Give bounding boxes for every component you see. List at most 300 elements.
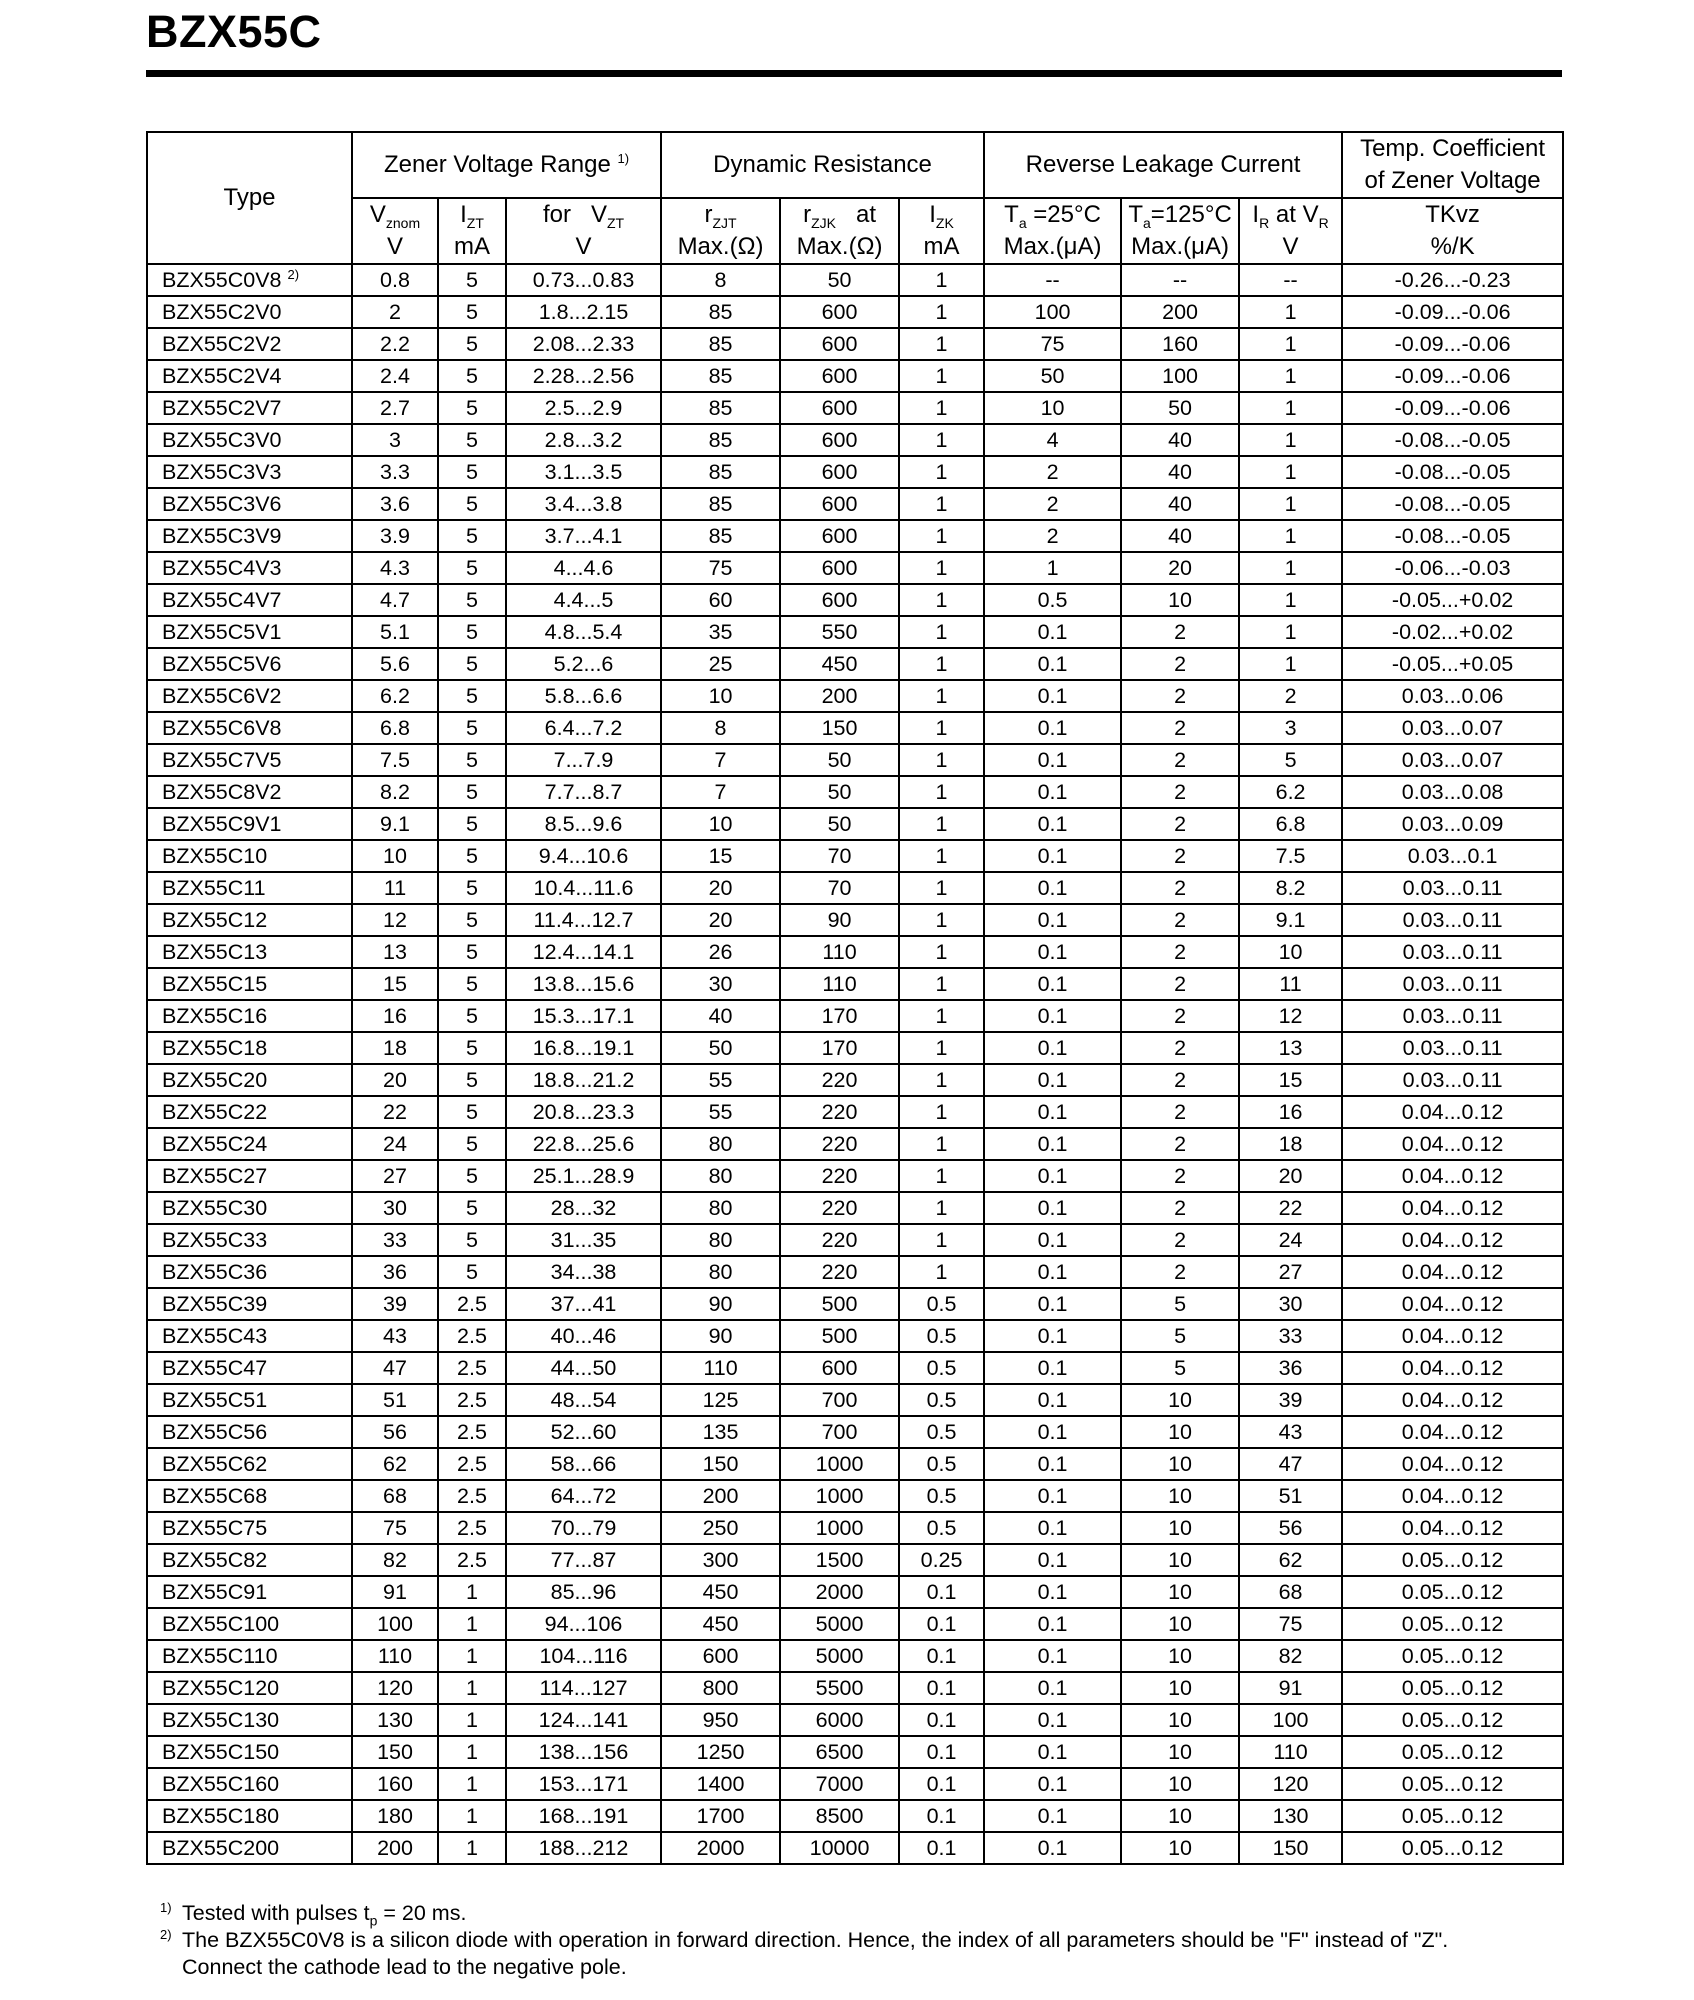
ir-25c-cell: 2 <box>984 520 1121 552</box>
vr-cell: 130 <box>1239 1800 1342 1832</box>
type-cell: BZX55C30 <box>147 1192 352 1224</box>
izk-cell: 1 <box>899 1064 984 1096</box>
ir-125c-cell: 2 <box>1121 712 1239 744</box>
ir-25c-cell: 0.1 <box>984 1352 1121 1384</box>
vzt-unit: V <box>506 231 661 264</box>
ir-125c-cell: 10 <box>1121 1512 1239 1544</box>
rzjt-cell: 300 <box>661 1544 780 1576</box>
rzjk-cell: 6500 <box>780 1736 899 1768</box>
izk-cell: 1 <box>899 488 984 520</box>
izt-cell: 5 <box>438 296 506 328</box>
table-row <box>147 1000 1563 1032</box>
rzjk-cell: 8500 <box>780 1800 899 1832</box>
ir-25c-cell: 0.1 <box>984 680 1121 712</box>
ir-25c-cell: 0.1 <box>984 1160 1121 1192</box>
izt-cell: 5 <box>438 616 506 648</box>
rzjk-cell: 220 <box>780 1224 899 1256</box>
rzjt-cell: 7 <box>661 744 780 776</box>
tkvz-cell: 0.05...0.12 <box>1342 1704 1563 1736</box>
izk-cell: 1 <box>899 456 984 488</box>
ir-25c-cell: 0.1 <box>984 1448 1121 1480</box>
type-cell: BZX55C39 <box>147 1288 352 1320</box>
vznom-cell: 3.6 <box>352 488 438 520</box>
type-cell: BZX55C3V0 <box>147 424 352 456</box>
vznom-header: $V_{znom}$ <box>352 198 438 231</box>
rzjt-cell: 55 <box>661 1096 780 1128</box>
ir-25c-cell: 10 <box>984 392 1121 424</box>
vr-cell: 3 <box>1239 712 1342 744</box>
izk-cell: 0.1 <box>899 1640 984 1672</box>
vzt-range-cell: 104...116 <box>506 1640 661 1672</box>
vr-cell: 1 <box>1239 648 1342 680</box>
ir-125c-cell: 2 <box>1121 1224 1239 1256</box>
rzjt-cell: 7 <box>661 776 780 808</box>
izt-cell: 2.5 <box>438 1320 506 1352</box>
izk-cell: 1 <box>899 584 984 616</box>
vzt-range-cell: 52...60 <box>506 1416 661 1448</box>
rzjk-cell: 2000 <box>780 1576 899 1608</box>
izk-cell: 0.1 <box>899 1608 984 1640</box>
vzt-range-cell: 7.7...8.7 <box>506 776 661 808</box>
tkvz-cell: 0.04...0.12 <box>1342 1256 1563 1288</box>
ir-25c-cell: 0.1 <box>984 808 1121 840</box>
rzjk-cell: 5000 <box>780 1608 899 1640</box>
vzt-range-cell: 138...156 <box>506 1736 661 1768</box>
izk-cell: 1 <box>899 392 984 424</box>
table-row <box>147 1512 1563 1544</box>
vr-cell: 24 <box>1239 1224 1342 1256</box>
vr-cell: 6.8 <box>1239 808 1342 840</box>
type-cell: BZX55C15 <box>147 968 352 1000</box>
rzjt-cell: 800 <box>661 1672 780 1704</box>
footnote-ref-2: 2) <box>287 266 300 282</box>
izt-cell: 1 <box>438 1672 506 1704</box>
izk-cell: 0.5 <box>899 1480 984 1512</box>
vzt-range-cell: 114...127 <box>506 1672 661 1704</box>
tkvz-cell: 0.03...0.09 <box>1342 808 1563 840</box>
izt-cell: 1 <box>438 1608 506 1640</box>
rzjk-cell: 550 <box>780 616 899 648</box>
izk-cell: 1 <box>899 328 984 360</box>
izt-cell: 5 <box>438 328 506 360</box>
document-title: BZX55C <box>146 6 322 57</box>
ir-125c-cell: 40 <box>1121 424 1239 456</box>
rzjt-cell: 26 <box>661 936 780 968</box>
vr-cell: 12 <box>1239 1000 1342 1032</box>
tkvz-cell: 0.05...0.12 <box>1342 1640 1563 1672</box>
type-cell: BZX55C82 <box>147 1544 352 1576</box>
rzjt-cell: 125 <box>661 1384 780 1416</box>
vr-cell: 2 <box>1239 680 1342 712</box>
vznom-cell: 3.3 <box>352 456 438 488</box>
tkvz-cell: -0.08...-0.05 <box>1342 520 1563 552</box>
izt-cell: 5 <box>438 840 506 872</box>
izk-header: $I_{ZK}$ <box>899 198 984 231</box>
table-row <box>147 744 1563 776</box>
title-rule <box>146 70 1562 77</box>
izt-cell: 5 <box>438 424 506 456</box>
vzt-range-cell: 34...38 <box>506 1256 661 1288</box>
vr-cell: 9.1 <box>1239 904 1342 936</box>
tkvz-cell: 0.04...0.12 <box>1342 1352 1563 1384</box>
rzjk-cell: 600 <box>780 424 899 456</box>
vr-cell: 11 <box>1239 968 1342 1000</box>
izk-cell: 1 <box>899 872 984 904</box>
ta25-unit: Max.(μA) <box>984 231 1121 264</box>
rzjk-cell: 1000 <box>780 1512 899 1544</box>
table-row <box>147 1064 1563 1096</box>
ir-25c-cell: -- <box>984 264 1121 296</box>
izk-cell: 1 <box>899 904 984 936</box>
vzt-range-cell: 3.7...4.1 <box>506 520 661 552</box>
rzjt-cell: 85 <box>661 328 780 360</box>
vznom-cell: 56 <box>352 1416 438 1448</box>
izt-cell: 5 <box>438 1128 506 1160</box>
izt-cell: 5 <box>438 1000 506 1032</box>
vznom-cell: 150 <box>352 1736 438 1768</box>
izt-cell: 1 <box>438 1576 506 1608</box>
rzjk-cell: 90 <box>780 904 899 936</box>
ir-125c-cell: 10 <box>1121 1416 1239 1448</box>
rzjt-cell: 85 <box>661 296 780 328</box>
rzjk-cell: 50 <box>780 776 899 808</box>
vr-cell: 22 <box>1239 1192 1342 1224</box>
ir-125c-cell: 10 <box>1121 1544 1239 1576</box>
ir-125c-cell: 10 <box>1121 584 1239 616</box>
ir-25c-cell: 0.1 <box>984 1032 1121 1064</box>
rzjt-cell: 50 <box>661 1032 780 1064</box>
tkvz-cell: 0.05...0.12 <box>1342 1736 1563 1768</box>
vzt-range-cell: 64...72 <box>506 1480 661 1512</box>
tkvz-cell: 0.05...0.12 <box>1342 1800 1563 1832</box>
tkvz-cell: 0.04...0.12 <box>1342 1192 1563 1224</box>
rzjt-cell: 600 <box>661 1640 780 1672</box>
izk-cell: 1 <box>899 1160 984 1192</box>
table-row <box>147 1352 1563 1384</box>
vr-cell: 150 <box>1239 1832 1342 1864</box>
tkvz-cell: 0.03...0.11 <box>1342 1032 1563 1064</box>
ir-25c-cell: 0.1 <box>984 1064 1121 1096</box>
ir-125c-cell: 2 <box>1121 1160 1239 1192</box>
vznom-cell: 100 <box>352 1608 438 1640</box>
rzjk-cell: 220 <box>780 1096 899 1128</box>
rzjt-cell: 80 <box>661 1192 780 1224</box>
rzjk-cell: 110 <box>780 936 899 968</box>
izt-cell: 5 <box>438 456 506 488</box>
izt-cell: 1 <box>438 1640 506 1672</box>
rzjk-cell: 500 <box>780 1320 899 1352</box>
dynamic-resistance-header: Dynamic Resistance <box>661 132 984 198</box>
vznom-cell: 2.2 <box>352 328 438 360</box>
ir-25c-cell: 0.1 <box>984 1256 1121 1288</box>
type-cell: BZX55C7V5 <box>147 744 352 776</box>
table-row <box>147 1480 1563 1512</box>
vznom-cell: 6.2 <box>352 680 438 712</box>
ir-25c-cell: 0.1 <box>984 1320 1121 1352</box>
ir-vr-header: $I_R$ at $V_R$ <box>1239 198 1342 231</box>
ir-25c-cell: 0.5 <box>984 584 1121 616</box>
rzjt-cell: 35 <box>661 616 780 648</box>
zener-voltage-range-header: Zener Voltage Range $^{1)}$ <box>352 132 661 198</box>
izt-cell: 5 <box>438 488 506 520</box>
table-row <box>147 1192 1563 1224</box>
vr-cell: 33 <box>1239 1320 1342 1352</box>
rzjk-cell: 6000 <box>780 1704 899 1736</box>
ir-25c-cell: 0.1 <box>984 936 1121 968</box>
vznom-cell: 2 <box>352 296 438 328</box>
vr-cell: 10 <box>1239 936 1342 968</box>
tkvz-cell: 0.05...0.12 <box>1342 1576 1563 1608</box>
rzjt-cell: 8 <box>661 712 780 744</box>
vzt-range-cell: 124...141 <box>506 1704 661 1736</box>
tkvz-header: TKvz <box>1342 198 1563 231</box>
rzjk-cell: 600 <box>780 552 899 584</box>
vznom-cell: 0.8 <box>352 264 438 296</box>
type-cell: BZX55C3V3 <box>147 456 352 488</box>
tkvz-cell: 0.05...0.12 <box>1342 1672 1563 1704</box>
type-cell: BZX55C6V8 <box>147 712 352 744</box>
ir-125c-cell: 40 <box>1121 456 1239 488</box>
izt-cell: 5 <box>438 520 506 552</box>
ir-125c-cell: 5 <box>1121 1288 1239 1320</box>
table-row <box>147 1096 1563 1128</box>
ir-25c-cell: 0.1 <box>984 1672 1121 1704</box>
rzjk-cell: 600 <box>780 520 899 552</box>
type-cell: BZX55C18 <box>147 1032 352 1064</box>
vr-cell: 36 <box>1239 1352 1342 1384</box>
type-cell: BZX55C33 <box>147 1224 352 1256</box>
type-cell: BZX55C0V8 $^{2)}$ <box>147 264 352 296</box>
vzt-range-cell: 7...7.9 <box>506 744 661 776</box>
vr-cell: -- <box>1239 264 1342 296</box>
izt-cell: 5 <box>438 1192 506 1224</box>
vzt-range-cell: 5.8...6.6 <box>506 680 661 712</box>
vzt-range-cell: 20.8...23.3 <box>506 1096 661 1128</box>
rzjk-cell: 1500 <box>780 1544 899 1576</box>
table-row <box>147 1704 1563 1736</box>
rzjk-cell: 220 <box>780 1064 899 1096</box>
izt-cell: 5 <box>438 936 506 968</box>
izt-cell: 5 <box>438 648 506 680</box>
vzt-range-cell: 85...96 <box>506 1576 661 1608</box>
type-cell: BZX55C120 <box>147 1672 352 1704</box>
vr-cell: 82 <box>1239 1640 1342 1672</box>
izk-cell: 0.5 <box>899 1416 984 1448</box>
rzjt-cell: 80 <box>661 1224 780 1256</box>
izt-cell: 5 <box>438 1160 506 1192</box>
izt-cell: 5 <box>438 1224 506 1256</box>
table-row <box>147 1384 1563 1416</box>
table-row <box>147 840 1563 872</box>
tkvz-cell: 0.03...0.06 <box>1342 680 1563 712</box>
table-row <box>147 904 1563 936</box>
ir-125c-cell: 10 <box>1121 1832 1239 1864</box>
vznom-cell: 30 <box>352 1192 438 1224</box>
tkvz-cell: 0.03...0.11 <box>1342 936 1563 968</box>
izt-cell: 5 <box>438 360 506 392</box>
ir-25c-cell: 0.1 <box>984 1544 1121 1576</box>
ir-25c-cell: 50 <box>984 360 1121 392</box>
ir-25c-cell: 0.1 <box>984 1288 1121 1320</box>
izt-cell: 2.5 <box>438 1384 506 1416</box>
vzt-range-cell: 9.4...10.6 <box>506 840 661 872</box>
vr-cell: 20 <box>1239 1160 1342 1192</box>
ir-25c-cell: 0.1 <box>984 648 1121 680</box>
vzt-range-cell: 4...4.6 <box>506 552 661 584</box>
type-cell: BZX55C12 <box>147 904 352 936</box>
rzjt-cell: 1700 <box>661 1800 780 1832</box>
ir-125c-cell: 2 <box>1121 648 1239 680</box>
vznom-cell: 4.3 <box>352 552 438 584</box>
vzt-range-cell: 188...212 <box>506 1832 661 1864</box>
type-cell: BZX55C62 <box>147 1448 352 1480</box>
izk-cell: 1 <box>899 1128 984 1160</box>
rzjk-cell: 600 <box>780 296 899 328</box>
vr-cell: 1 <box>1239 424 1342 456</box>
type-cell: BZX55C4V7 <box>147 584 352 616</box>
vzt-range-cell: 37...41 <box>506 1288 661 1320</box>
rzjt-cell: 85 <box>661 392 780 424</box>
izt-cell: 2.5 <box>438 1480 506 1512</box>
izk-cell: 1 <box>899 744 984 776</box>
rzjk-cell: 220 <box>780 1128 899 1160</box>
rzjt-cell: 20 <box>661 904 780 936</box>
ir-25c-cell: 0.1 <box>984 1608 1121 1640</box>
izt-cell: 1 <box>438 1800 506 1832</box>
vzt-range-cell: 44...50 <box>506 1352 661 1384</box>
izt-cell: 5 <box>438 744 506 776</box>
tkvz-cell: 0.03...0.11 <box>1342 872 1563 904</box>
vznom-cell: 27 <box>352 1160 438 1192</box>
rzjk-cell: 50 <box>780 808 899 840</box>
vr-cell: 1 <box>1239 360 1342 392</box>
type-cell: BZX55C43 <box>147 1320 352 1352</box>
vr-cell: 1 <box>1239 520 1342 552</box>
type-cell: BZX55C24 <box>147 1128 352 1160</box>
type-cell: BZX55C2V2 <box>147 328 352 360</box>
rzjk-cell: 7000 <box>780 1768 899 1800</box>
table-row <box>147 584 1563 616</box>
izt-cell: 1 <box>438 1736 506 1768</box>
rzjt-cell: 110 <box>661 1352 780 1384</box>
rzjk-cell: 600 <box>780 360 899 392</box>
izt-cell: 2.5 <box>438 1448 506 1480</box>
ta125-unit: Max.(μA) <box>1121 231 1239 264</box>
rzjk-cell: 50 <box>780 744 899 776</box>
izk-cell: 1 <box>899 520 984 552</box>
vr-cell: 62 <box>1239 1544 1342 1576</box>
tkvz-cell: -0.09...-0.06 <box>1342 392 1563 424</box>
ir-25c-cell: 0.1 <box>984 1800 1121 1832</box>
izt-cell: 5 <box>438 1256 506 1288</box>
tkvz-cell: -0.09...-0.06 <box>1342 328 1563 360</box>
tkvz-cell: 0.04...0.12 <box>1342 1480 1563 1512</box>
table-row <box>147 616 1563 648</box>
vznom-cell: 5.1 <box>352 616 438 648</box>
rzjt-cell: 75 <box>661 552 780 584</box>
vznom-cell: 6.8 <box>352 712 438 744</box>
ir-25c-cell: 0.1 <box>984 1192 1121 1224</box>
izk-cell: 1 <box>899 1224 984 1256</box>
table-row <box>147 1672 1563 1704</box>
ir-125c-cell: -- <box>1121 264 1239 296</box>
ir-25c-cell: 0.1 <box>984 968 1121 1000</box>
tkvz-cell: 0.04...0.12 <box>1342 1096 1563 1128</box>
rzjk-cell: 170 <box>780 1032 899 1064</box>
vr-cell: 43 <box>1239 1416 1342 1448</box>
vzt-range-cell: 0.73...0.83 <box>506 264 661 296</box>
tkvz-cell: 0.05...0.12 <box>1342 1544 1563 1576</box>
ir-25c-cell: 0.1 <box>984 1224 1121 1256</box>
izt-cell: 1 <box>438 1768 506 1800</box>
vr-cell: 120 <box>1239 1768 1342 1800</box>
table-row <box>147 1256 1563 1288</box>
vznom-cell: 10 <box>352 840 438 872</box>
vznom-cell: 68 <box>352 1480 438 1512</box>
type-cell: BZX55C130 <box>147 1704 352 1736</box>
izk-cell: 1 <box>899 936 984 968</box>
vzt-range-cell: 2.28...2.56 <box>506 360 661 392</box>
izt-cell: 5 <box>438 1032 506 1064</box>
vzt-range-cell: 168...191 <box>506 1800 661 1832</box>
ir-25c-cell: 0.1 <box>984 712 1121 744</box>
table-row <box>147 872 1563 904</box>
type-cell: BZX55C200 <box>147 1832 352 1864</box>
rzjt-cell: 10 <box>661 808 780 840</box>
tkvz-cell: -0.08...-0.05 <box>1342 424 1563 456</box>
ir-25c-cell: 0.1 <box>984 616 1121 648</box>
rzjt-cell: 20 <box>661 872 780 904</box>
ir-125c-cell: 10 <box>1121 1768 1239 1800</box>
izt-cell: 5 <box>438 680 506 712</box>
vznom-cell: 160 <box>352 1768 438 1800</box>
table-row <box>147 1768 1563 1800</box>
izt-unit: mA <box>438 231 506 264</box>
vznom-cell: 16 <box>352 1000 438 1032</box>
izt-cell: 2.5 <box>438 1288 506 1320</box>
vzt-range-cell: 94...106 <box>506 1608 661 1640</box>
table-row <box>147 296 1563 328</box>
vzt-range-cell: 22.8...25.6 <box>506 1128 661 1160</box>
temp-coefficient-header: Temp. Coefficient of Zener Voltage <box>1342 132 1563 198</box>
rzjt-cell: 2000 <box>661 1832 780 1864</box>
ir-125c-cell: 10 <box>1121 1736 1239 1768</box>
ir-25c-cell: 0.1 <box>984 840 1121 872</box>
vznom-cell: 5.6 <box>352 648 438 680</box>
rzjk-cell: 600 <box>780 488 899 520</box>
rzjt-cell: 30 <box>661 968 780 1000</box>
vzt-range-cell: 40...46 <box>506 1320 661 1352</box>
tkvz-cell: 0.04...0.12 <box>1342 1288 1563 1320</box>
vzt-range-cell: 3.4...3.8 <box>506 488 661 520</box>
izk-cell: 0.1 <box>899 1736 984 1768</box>
type-cell: BZX55C6V2 <box>147 680 352 712</box>
ir-25c-cell: 0.1 <box>984 1000 1121 1032</box>
vznom-cell: 82 <box>352 1544 438 1576</box>
footnote-ref-1: 1) <box>617 151 630 166</box>
vznom-cell: 3.9 <box>352 520 438 552</box>
rzjk-cell: 1000 <box>780 1480 899 1512</box>
vznom-cell: 200 <box>352 1832 438 1864</box>
vzt-range-cell: 58...66 <box>506 1448 661 1480</box>
ir-125c-cell: 100 <box>1121 360 1239 392</box>
vr-cell: 39 <box>1239 1384 1342 1416</box>
reverse-leakage-header: Reverse Leakage Current <box>984 132 1342 198</box>
vznom-cell: 36 <box>352 1256 438 1288</box>
izk-cell: 1 <box>899 296 984 328</box>
tkvz-cell: -0.09...-0.06 <box>1342 360 1563 392</box>
izt-cell: 5 <box>438 264 506 296</box>
